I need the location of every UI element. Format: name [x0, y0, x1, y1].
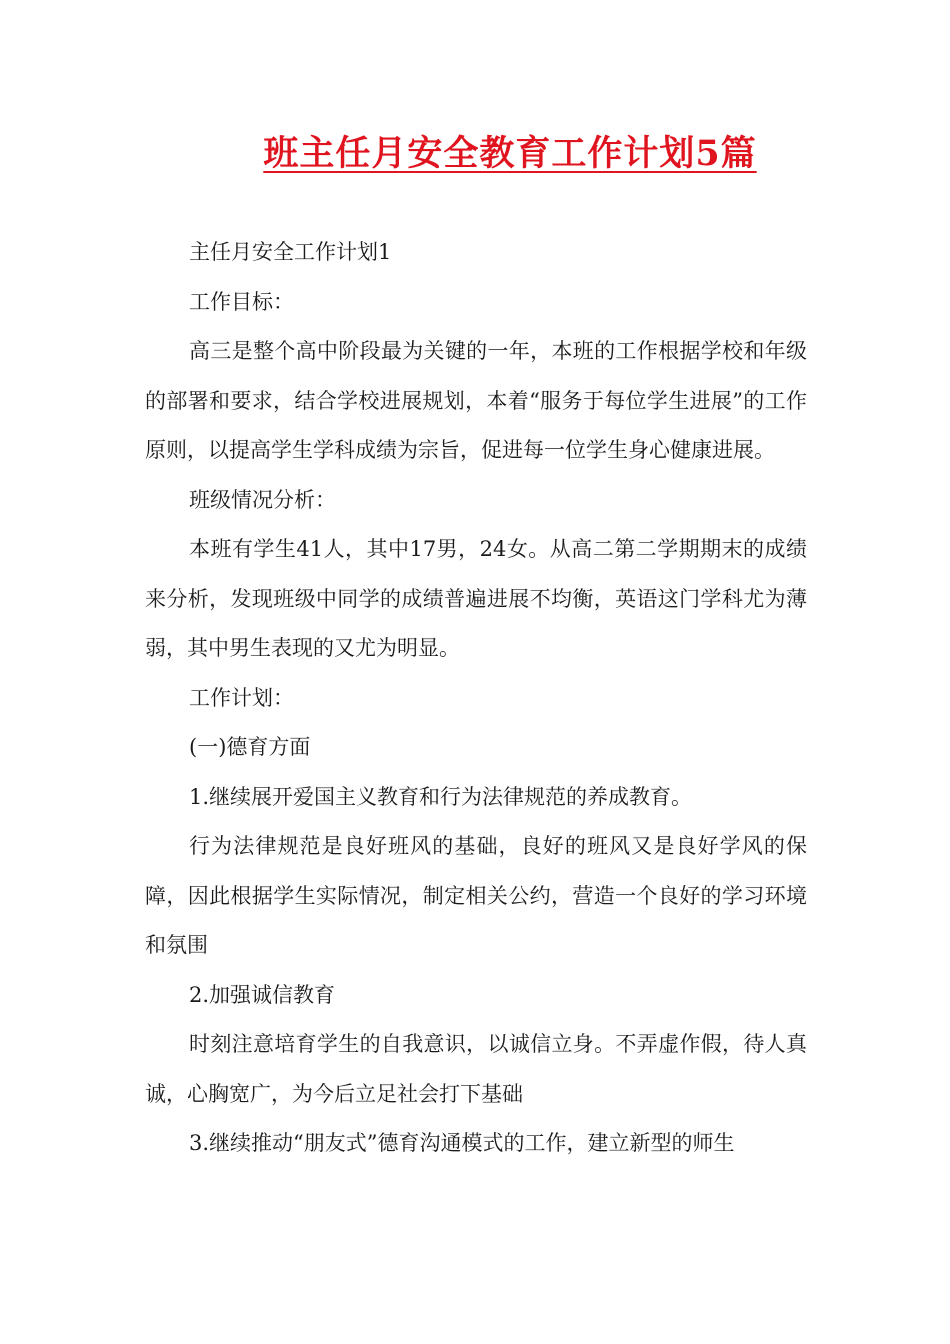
paragraph-class-analysis-text: 本班有学生41人，其中17男，24女。从高二第二学期期末的成绩来分析，发现班级中同学的成绩普遍进展不均衡，英语这门学科尤为薄弱，其中男生表现的又尤为明显。 [145, 537, 807, 660]
heading-class-analysis: 班级情况分析： [189, 487, 336, 512]
paragraph-integrity: 时刻注意培育学生的自我意识，以诚信立身。不弄虚作假，待人真诚，心胸宽广，为今后立足社会打下基础 [145, 1032, 807, 1106]
document-title: 班主任月安全教育工作计划5篇 [263, 133, 757, 174]
list-item-2: 2.加强诚信教育 [189, 982, 336, 1007]
list-item-1: 1.继续展开爱国主义教育和行为法律规范的养成教育。 [189, 784, 693, 809]
heading-moral-education: (一)德育方面 [189, 735, 311, 759]
document-body [145, 228, 807, 1169]
heading-work-plan: 工作计划： [189, 685, 294, 710]
paragraph-behavior-norms: 行为法律规范是良好班风的基础，良好的班风又是良好学风的保障，因此根据学生实际情况，制定相关公约，营造一个良好的学习环境和氛围 [145, 834, 807, 957]
heading-work-goals: 工作目标： [189, 289, 294, 314]
list-item-3: 3.继续推动“朋友式”德育沟通模式的工作，建立新型的师生 [189, 1131, 735, 1155]
paragraph-goals-text: 高三是整个高中阶段最为关键的一年，本班的工作根据学校和年级的部署和要求，结合学校进展规划，本着“服务于每位学生进展”的工作原则，以提高学生学科成绩为宗旨，促进每一位学生身心健康进展。 [145, 339, 807, 462]
section-heading-plan-1: 主任月安全工作计划1 [189, 240, 392, 264]
